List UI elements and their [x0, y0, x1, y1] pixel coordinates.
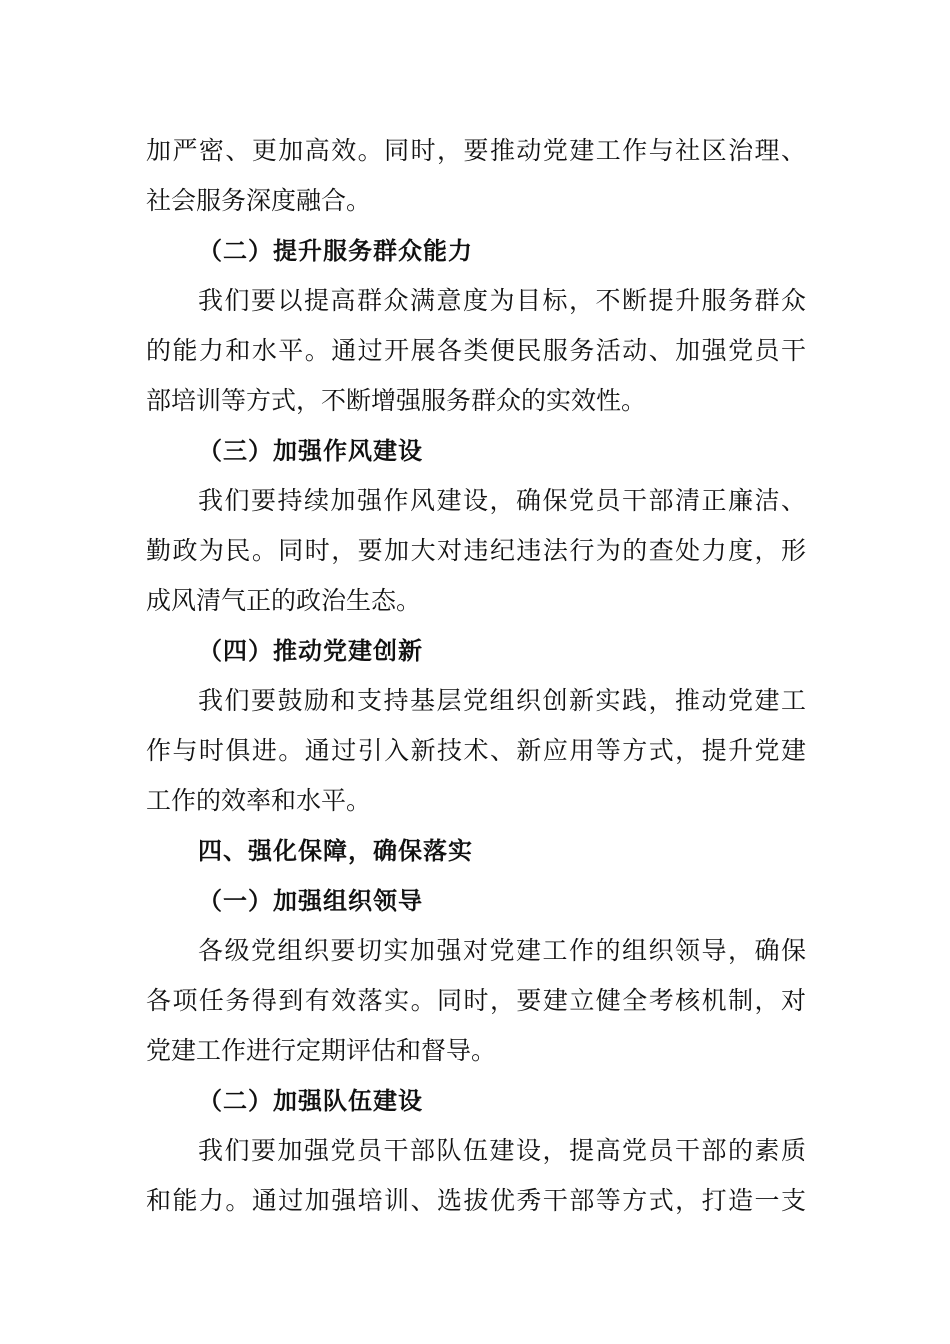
document-body — [146, 126, 806, 1226]
body-line: 党建工作进行定期评估和督导。 — [146, 1036, 497, 1065]
section-heading: （一）加强组织领导 — [198, 887, 423, 915]
body-line: 我们要加强党员干部队伍建设，提高党员干部的素质 — [198, 1136, 806, 1165]
chapter-heading: 四、强化保障，确保落实 — [198, 837, 473, 865]
body-line: 各级党组织要切实加强对党建工作的组织领导，确保 — [198, 936, 806, 965]
body-line: 成风清气正的政治生态。 — [146, 586, 422, 615]
body-line: 部培训等方式，不断增强服务群众的实效性。 — [146, 386, 647, 415]
body-line: 和能力。通过加强培训、选拔优秀干部等方式，打造一支 — [146, 1186, 806, 1215]
section-heading: （二）加强队伍建设 — [198, 1087, 423, 1115]
section-heading: （三）加强作风建设 — [198, 437, 423, 465]
body-line: 作与时俱进。通过引入新技术、新应用等方式，提升党建 — [146, 736, 806, 765]
body-line: 勤政为民。同时，要加大对违纪违法行为的查处力度，形 — [146, 536, 806, 565]
body-line: 我们要鼓励和支持基层党组织创新实践，推动党建工 — [198, 686, 806, 715]
body-line: 加严密、更加高效。同时，要推动党建工作与社区治理、 — [146, 136, 806, 165]
body-line: 的能力和水平。通过开展各类便民服务活动、加强党员干 — [146, 336, 806, 365]
section-heading: （二）提升服务群众能力 — [198, 237, 473, 265]
body-line: 我们要以提高群众满意度为目标，不断提升服务群众 — [198, 286, 806, 315]
section-heading: （四）推动党建创新 — [198, 637, 423, 665]
body-line: 我们要持续加强作风建设，确保党员干部清正廉洁、 — [198, 486, 806, 515]
body-line: 社会服务深度融合。 — [146, 186, 372, 215]
body-line: 工作的效率和水平。 — [146, 786, 372, 815]
body-line: 各项任务得到有效落实。同时，要建立健全考核机制，对 — [146, 986, 806, 1015]
